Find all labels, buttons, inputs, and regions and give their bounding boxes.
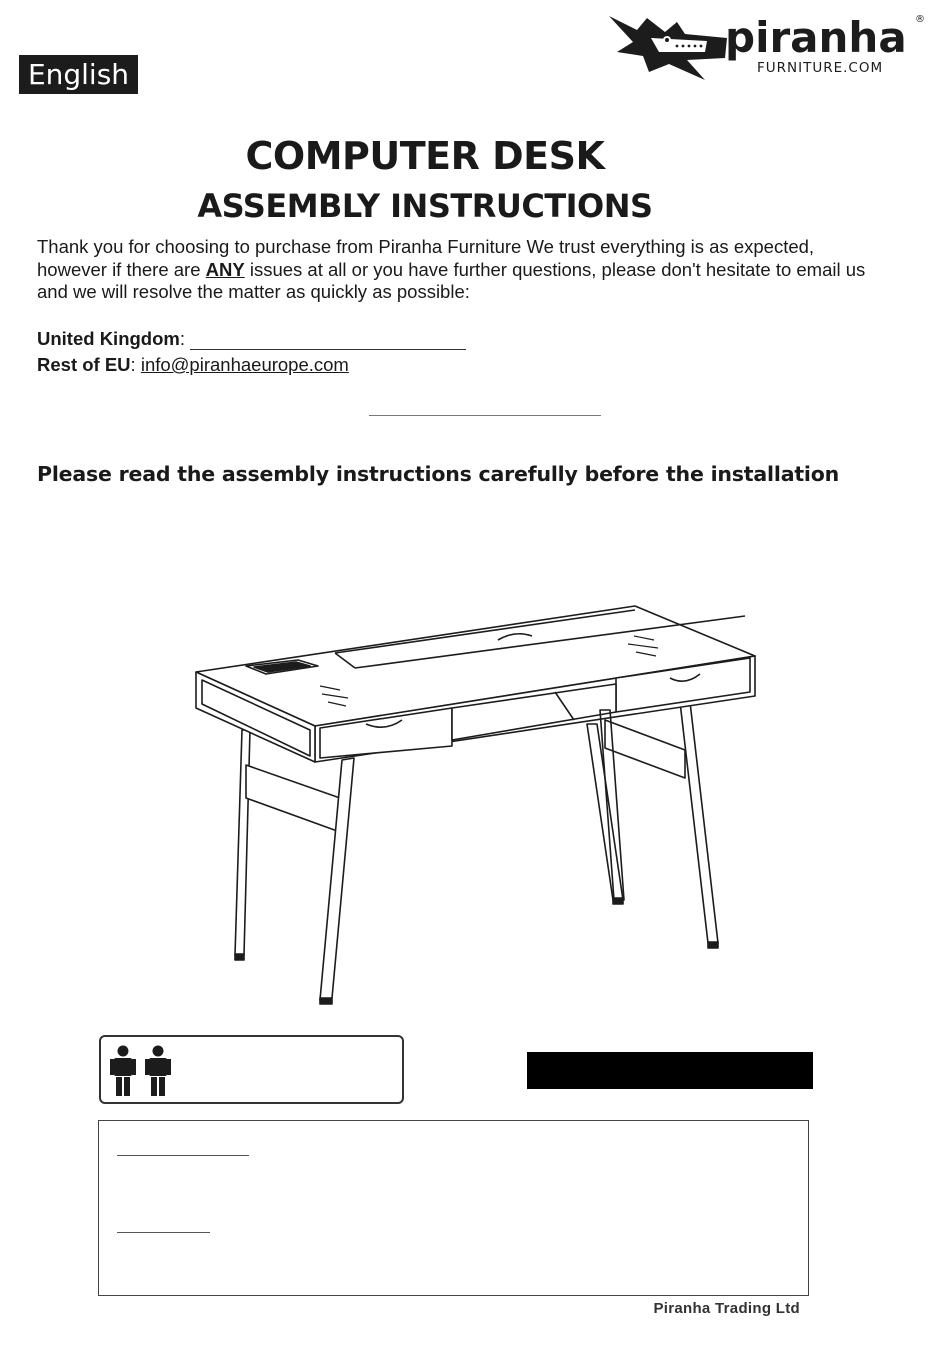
desk-side-stretcher-left — [246, 765, 340, 832]
desk-illustration — [180, 600, 770, 1010]
redacted-bar — [527, 1052, 813, 1089]
uk-label: United Kingdom — [37, 328, 180, 349]
piranha-fish-icon — [609, 16, 727, 80]
person-icon — [109, 1045, 137, 1097]
two-person-assembly-box — [99, 1035, 404, 1104]
company-name: Piranha Trading Ltd — [653, 1300, 800, 1317]
piranha-logo — [607, 8, 927, 82]
uk-contact-line: United Kingdom: — [37, 328, 466, 350]
registered-mark: ® — [915, 14, 925, 25]
divider-line — [369, 415, 601, 416]
logo-brand-text: piranha — [725, 13, 907, 62]
eu-email-link[interactable]: info@piranhaeurope.com — [140, 354, 349, 375]
logo-domain-text: FURNITURE.COM — [757, 60, 884, 76]
desk-leg-back-right — [680, 702, 718, 943]
info-box — [98, 1120, 809, 1296]
language-badge: English — [19, 55, 138, 94]
info-rule-2 — [117, 1232, 210, 1233]
eu-contact-line: Rest of EU: info@piranhaeurope.com — [37, 354, 349, 375]
eu-label: Rest of EU — [37, 354, 131, 375]
info-rule-1 — [117, 1155, 249, 1156]
desk-leg-back-left — [235, 730, 250, 955]
desk-side-stretcher-right — [605, 720, 685, 778]
document-subtitle: ASSEMBLY INSTRUCTIONS — [197, 187, 653, 225]
intro-text-start: Thank you for choosing to purchase from Piranha Furniture We trust everything is as expected, however if there are — [37, 236, 815, 280]
uk-contact-blank — [190, 331, 466, 350]
assembly-notice: Please read the assembly instructions carefully before the installation — [37, 462, 840, 486]
intro-text-end: issues at all or you have further questions, please don't hesitate to email us and we will resolve the matter as quickly as possible: — [37, 258, 866, 302]
document-title: COMPUTER DESK — [245, 134, 605, 178]
intro-emphasis: ANY — [205, 258, 245, 280]
person-icon — [144, 1045, 172, 1097]
intro-paragraph — [37, 236, 867, 304]
